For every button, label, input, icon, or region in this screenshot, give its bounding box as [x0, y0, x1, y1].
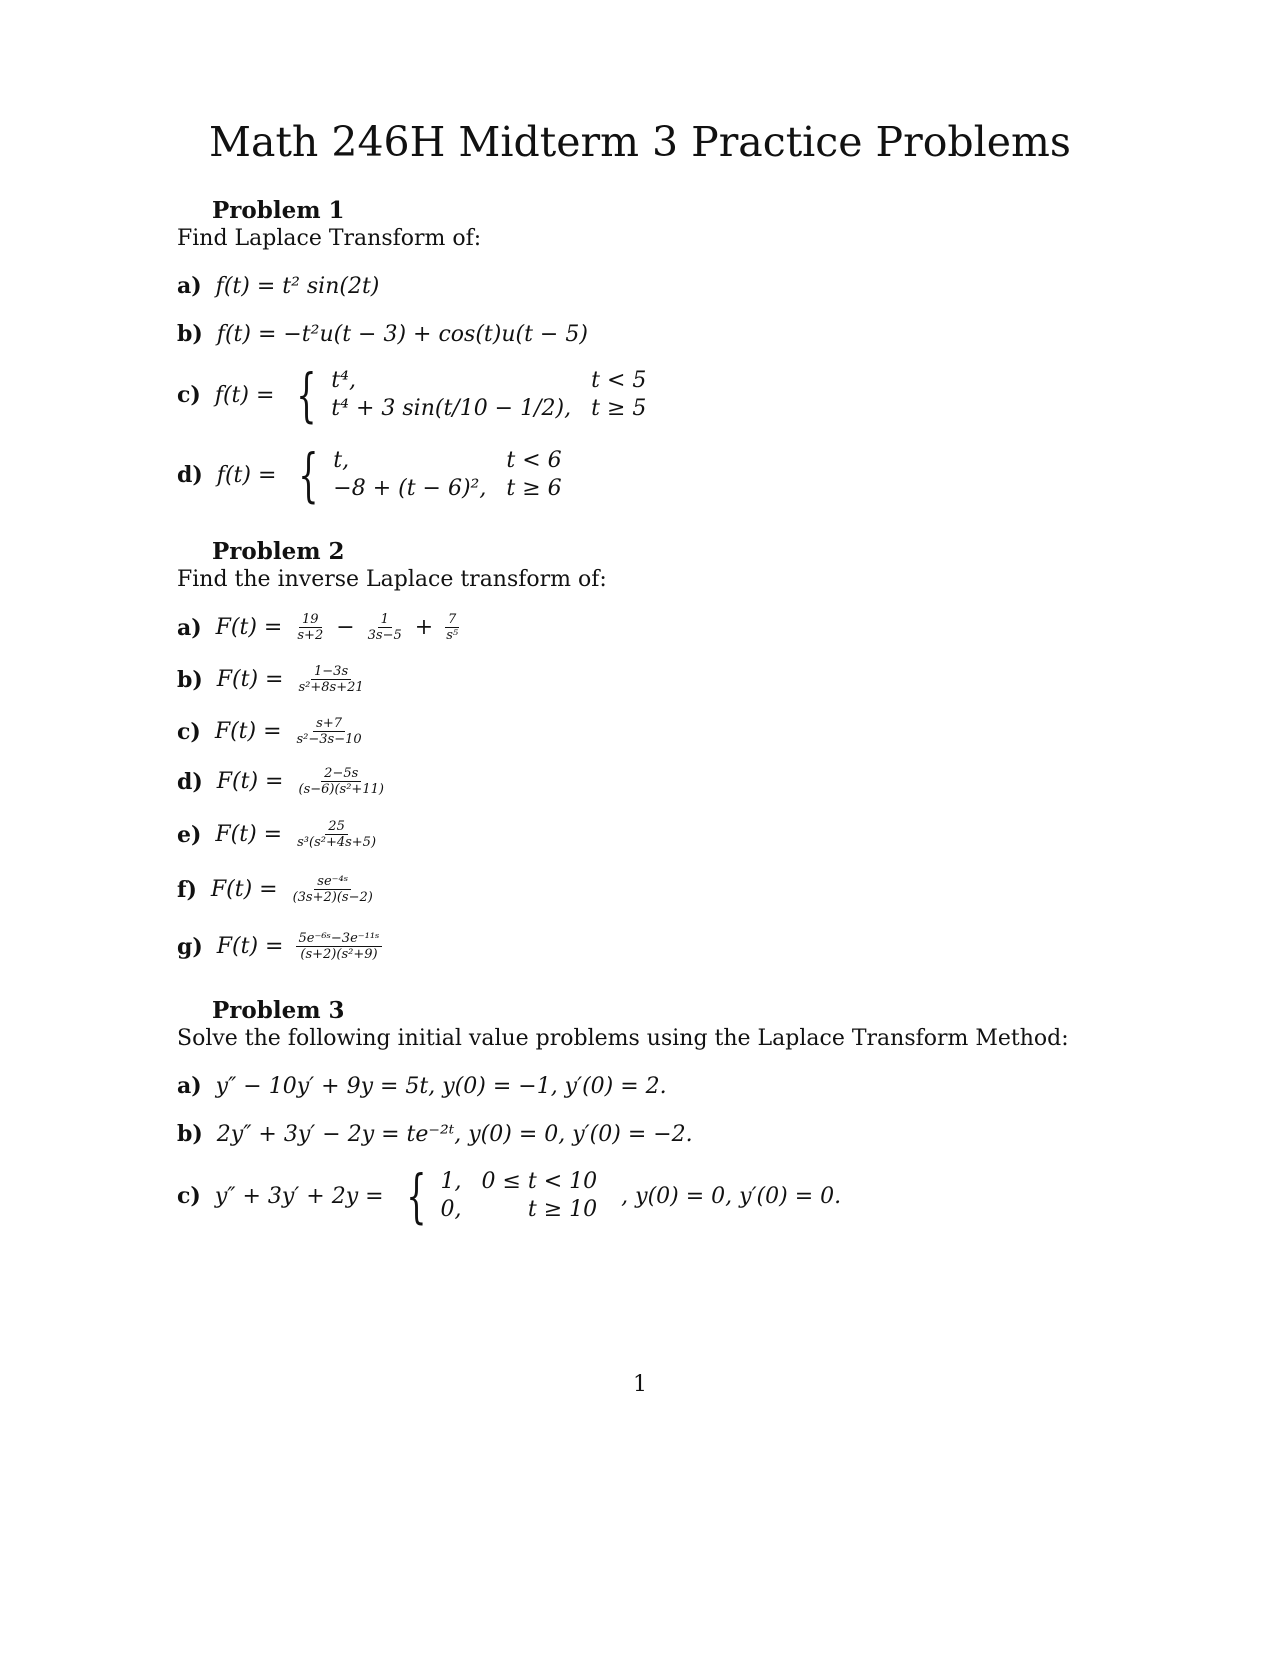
fraction [296, 766, 387, 797]
lhs: y″ + 3y′ + 2y = [214, 1183, 384, 1209]
numerator: 7 [445, 612, 459, 628]
expression: y″ − 10y′ + 9y = 5t, y(0) = −1, y′(0) = 2. [215, 1073, 667, 1099]
numerator: se⁻⁴ˢ [314, 874, 351, 890]
fraction [296, 664, 367, 695]
fraction [443, 612, 461, 643]
problem-2f [177, 874, 380, 905]
case-expr: t, [333, 448, 350, 473]
problem-1b [177, 321, 596, 347]
denominator: 3s−5 [367, 628, 402, 643]
numerator: 19 [299, 612, 322, 628]
item-label: b) [177, 321, 203, 347]
initial-conditions: , y(0) = 0, y′(0) = 0. [621, 1183, 842, 1209]
item-label: c) [177, 718, 201, 745]
lhs: F(t) = [210, 877, 278, 902]
numerator: 1−3s [311, 664, 351, 680]
case-expr: 1, [440, 1169, 462, 1194]
denominator: (3s+2)(s−2) [292, 890, 373, 905]
case-row [333, 475, 561, 503]
case-cond: t < 6 [506, 448, 562, 473]
numerator: 1 [378, 612, 392, 628]
problem-1-heading: Problem 1 [212, 197, 345, 224]
page-number: 1 [633, 1372, 647, 1397]
problem-1d [177, 441, 562, 509]
lhs: f(t) = [216, 462, 277, 488]
problem-2a [177, 612, 465, 643]
item-label: b) [177, 666, 203, 693]
piecewise-cases [440, 1168, 597, 1224]
left-brace: { [296, 361, 317, 429]
numerator: s+7 [313, 716, 345, 732]
left-brace: { [405, 1162, 427, 1230]
item-label: d) [177, 462, 203, 488]
problem-2b [177, 664, 371, 695]
item-label: d) [177, 768, 203, 795]
fraction [294, 819, 379, 850]
problem-2c [177, 716, 369, 747]
left-brace: { [298, 441, 319, 509]
fraction [294, 716, 365, 747]
piecewise-cases [333, 447, 561, 503]
problem-3a [177, 1073, 675, 1099]
denominator: s²−3s−10 [296, 732, 362, 747]
fraction [290, 874, 376, 905]
denominator: s²+8s+21 [298, 680, 364, 695]
case-cond: 0 ≤ t < 10 [481, 1169, 598, 1194]
case-row [331, 367, 646, 395]
lhs: f(t) = [214, 382, 275, 408]
lhs: F(t) = [216, 667, 284, 692]
numerator: 25 [325, 819, 348, 835]
item-label: c) [177, 382, 201, 408]
lhs: F(t) = [216, 769, 284, 794]
case-expr: t⁴ + 3 sin(t/10 − 1/2), [331, 396, 572, 421]
item-label: e) [177, 821, 202, 848]
fraction [294, 612, 326, 643]
operator: − [336, 615, 355, 640]
problem-2d [177, 766, 391, 797]
item-label: c) [177, 1183, 201, 1209]
item-label: b) [177, 1121, 203, 1147]
problem-2g [177, 931, 386, 962]
problem-1a [177, 273, 387, 299]
problem-1c [177, 361, 647, 429]
item-label: a) [177, 273, 202, 299]
fraction [296, 931, 383, 962]
case-row [440, 1168, 597, 1196]
case-expr: 0, [440, 1197, 462, 1222]
item-label: a) [177, 1073, 202, 1099]
denominator: s⁵ [446, 628, 459, 643]
item-label: a) [177, 614, 202, 641]
problem-2-heading: Problem 2 [212, 538, 345, 565]
piecewise-cases [331, 367, 646, 423]
problem-3-heading: Problem 3 [212, 997, 345, 1024]
case-cond: t ≥ 10 [527, 1197, 598, 1222]
numerator: 2−5s [321, 766, 361, 782]
case-cond: t ≥ 6 [506, 476, 562, 501]
lhs: F(t) = [216, 934, 284, 959]
problem-3c [177, 1162, 849, 1230]
problem-1-intro: Find Laplace Transform of: [177, 226, 482, 251]
case-row [331, 395, 646, 423]
lhs: F(t) = [214, 719, 282, 744]
case-cond: t < 5 [591, 368, 647, 393]
problem-3b [177, 1121, 701, 1147]
lhs: F(t) = [215, 822, 283, 847]
case-expr: −8 + (t − 6)², [333, 476, 487, 501]
denominator: s³(s²+4s+5) [297, 835, 377, 850]
problem-2e [177, 819, 383, 850]
expression: f(t) = t² sin(2t) [215, 273, 380, 299]
problem-3-intro: Solve the following initial value problems using the Laplace Transform Method: [177, 1026, 1069, 1051]
operator: + [414, 615, 434, 640]
case-row [333, 447, 561, 475]
item-label: g) [177, 933, 203, 960]
expression: 2y″ + 3y′ − 2y = te⁻²ᵗ, y(0) = 0, y′(0) = −2. [216, 1121, 693, 1147]
denominator: (s−6)(s²+11) [298, 782, 384, 797]
lhs: F(t) = [215, 615, 283, 640]
case-row [440, 1196, 597, 1224]
case-expr: t⁴, [331, 368, 356, 393]
problem-2-intro: Find the inverse Laplace transform of: [177, 567, 607, 592]
fraction [365, 612, 405, 643]
numerator: 5e⁻⁶ˢ−3e⁻¹¹ˢ [296, 931, 383, 947]
page-title: Math 246H Midterm 3 Practice Problems [209, 118, 1071, 166]
case-cond: t ≥ 5 [591, 396, 647, 421]
item-label: f) [177, 876, 197, 903]
expression: f(t) = −t²u(t − 3) + cos(t)u(t − 5) [216, 321, 588, 347]
denominator: s+2 [297, 628, 324, 643]
denominator: (s+2)(s²+9) [300, 947, 378, 962]
